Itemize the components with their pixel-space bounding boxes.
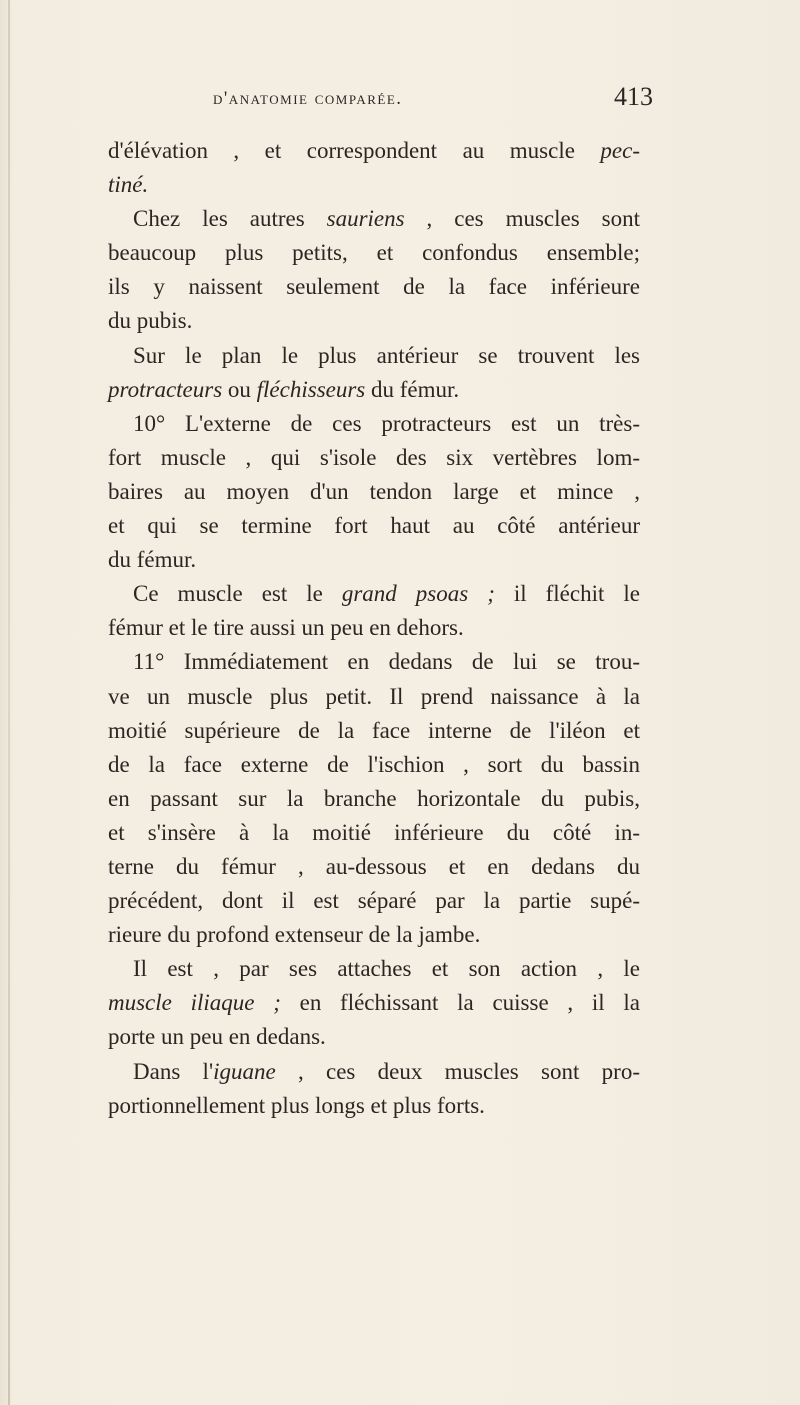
text-run: en passant sur la branche horizontale du pubis,: [108, 785, 640, 811]
text-run: ou: [222, 376, 257, 402]
text-line: [108, 680, 640, 714]
text-line: [108, 952, 640, 986]
text-line: [108, 373, 640, 407]
running-head: d'anatomie comparée.: [213, 88, 403, 109]
text-run: ve un muscle plus petit. Il prend naissance à la: [108, 683, 640, 709]
text-run: de la face externe de l'ischion , sort du bassin: [108, 751, 640, 777]
text-run: rieure du profond extenseur de la jambe.: [108, 922, 481, 948]
text-line: [108, 509, 640, 543]
text-line: [108, 441, 640, 475]
page-header: [213, 82, 653, 118]
text-line: [108, 1020, 640, 1054]
text-line: [108, 884, 640, 918]
text-line: [108, 270, 640, 304]
text-line: [108, 986, 640, 1020]
text-line: [108, 475, 640, 509]
text-line: [108, 714, 640, 748]
italic-term: iguane: [213, 1058, 276, 1084]
text-run: portionnellement plus longs et plus forts.: [108, 1092, 485, 1118]
text-line: [108, 134, 640, 168]
italic-term: grand psoas ;: [341, 581, 495, 607]
text-run: Dans l': [133, 1058, 214, 1084]
text-run: il fléchit le: [494, 581, 640, 607]
italic-term: pec-: [600, 138, 640, 163]
text-run: terne du fémur , au-dessous et en dedans du: [108, 853, 640, 879]
text-run: Chez les autres: [133, 206, 327, 232]
text-run: Sur le plan le plus antérieur se trouvent les: [133, 342, 640, 368]
text-line: [108, 748, 640, 782]
text-run: du fémur.: [365, 376, 460, 402]
text-line: [108, 577, 640, 611]
text-run: et s'insère à la moitié inférieure du côté in-: [108, 819, 640, 845]
text-run: en fléchissant la cuisse , il la: [280, 990, 640, 1016]
text-run: du fémur.: [108, 547, 197, 573]
italic-term: fléchisseurs: [256, 376, 366, 402]
text-run: 11° Immédiatement en dedans de lui se trou-: [133, 649, 640, 675]
text-line: [108, 543, 640, 577]
text-run: , ces deux muscles sont pro-: [275, 1058, 640, 1084]
text-line: [108, 1055, 640, 1089]
text-run: précédent, dont il est séparé par la partie supé-: [108, 888, 640, 914]
text-run: moitié supérieure de la face interne de l'iléon et: [108, 717, 640, 743]
text-run: beaucoup plus petits, et confondus ensemble;: [108, 240, 640, 266]
text-line: [108, 816, 640, 850]
text-run: Ce muscle est le: [133, 581, 342, 607]
text-line: [108, 236, 640, 270]
text-line: [108, 645, 640, 679]
text-line: [108, 407, 640, 441]
text-line: [108, 304, 640, 338]
text-line: [108, 202, 640, 236]
text-line: [108, 918, 640, 952]
text-line: [108, 339, 640, 373]
page-gutter-edge: [8, 0, 10, 1405]
italic-term: protracteurs: [108, 376, 223, 402]
text-run: porte un peu en dedans.: [108, 1024, 326, 1050]
text-run: et qui se termine fort haut au côté antérieur: [108, 513, 640, 539]
page-number: 413: [614, 82, 653, 111]
text-run: Il est , par ses attaches et son action , le: [133, 956, 640, 982]
text-run: d'élévation , et correspondent au muscle: [108, 138, 601, 163]
text-run: fort muscle , qui s'isole des six vertèbres lom-: [108, 444, 640, 470]
text-run: baires au moyen d'un tendon large et mince ,: [108, 478, 640, 504]
text-run: fémur et le tire aussi un peu en dehors.: [108, 615, 464, 641]
text-line: [108, 1089, 640, 1123]
text-run: du pubis.: [108, 308, 193, 334]
italic-term: tiné.: [108, 172, 149, 198]
text-line: [108, 782, 640, 816]
text-run: ils y naissent seulement de la face inférieure: [108, 274, 640, 300]
italic-term: sauriens: [326, 206, 405, 232]
body-text: [108, 134, 640, 1123]
text-line: [108, 850, 640, 884]
text-line: [108, 168, 640, 202]
text-run: , ces muscles sont: [404, 206, 640, 232]
text-run: 10° L'externe de ces protracteurs est un très-: [133, 410, 640, 436]
text-line: [108, 611, 640, 645]
italic-term: muscle iliaque ;: [108, 990, 281, 1016]
